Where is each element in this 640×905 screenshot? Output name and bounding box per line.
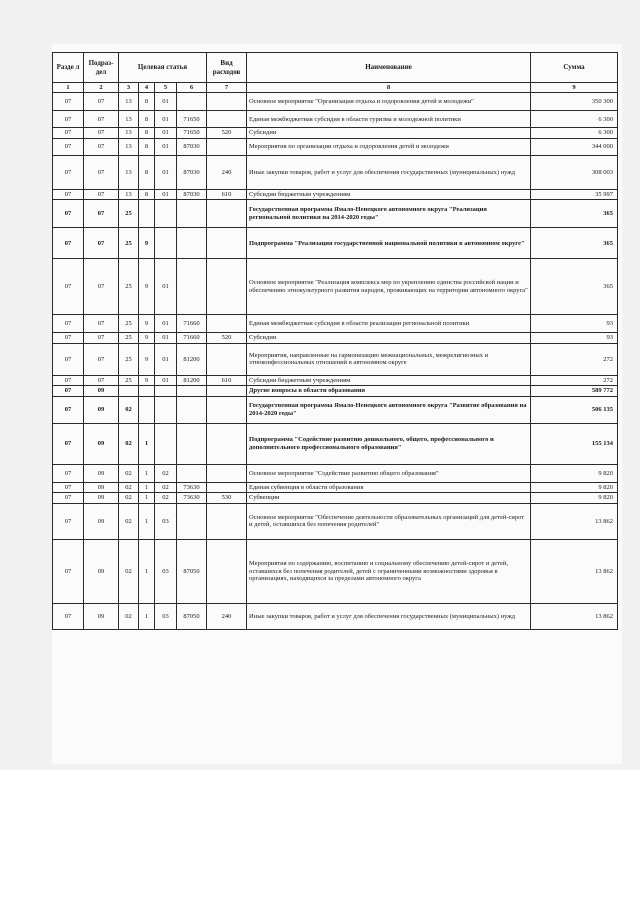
razdel-cell: 07 bbox=[53, 315, 84, 333]
table-row bbox=[53, 375, 618, 385]
cs-event-cell: 01 bbox=[155, 93, 177, 111]
cs-subprogram-cell: 9 bbox=[139, 333, 155, 343]
cs-program-cell: 13 bbox=[119, 155, 139, 189]
col-number: 5 bbox=[155, 83, 177, 93]
name-cell: Субсидии бюджетным учреждениям bbox=[247, 375, 531, 385]
podrazdel-cell: 07 bbox=[84, 228, 119, 259]
cs-subprogram-cell: 9 bbox=[139, 315, 155, 333]
cs-direction-cell bbox=[177, 396, 207, 423]
name-cell: Единая межбюджетная субсидия в области реализации региональной политики bbox=[247, 315, 531, 333]
vid-rashodov-cell bbox=[207, 315, 247, 333]
sum-cell: 308 003 bbox=[531, 155, 618, 189]
razdel-cell: 07 bbox=[53, 128, 84, 138]
vid-rashodov-cell: 610 bbox=[207, 189, 247, 199]
cs-event-cell: 03 bbox=[155, 539, 177, 603]
cs-event-cell: 01 bbox=[155, 259, 177, 315]
vid-rashodov-cell: 520 bbox=[207, 333, 247, 343]
name-cell: Субсидии bbox=[247, 333, 531, 343]
name-cell: Единая межбюджетная субсидия в области туризма и молодежной политики bbox=[247, 111, 531, 128]
vid-rashodov-cell: 530 bbox=[207, 493, 247, 503]
podrazdel-cell: 07 bbox=[84, 343, 119, 375]
cs-subprogram-cell bbox=[139, 396, 155, 423]
table-row bbox=[53, 493, 618, 503]
cs-direction-cell bbox=[177, 464, 207, 482]
cs-event-cell: 01 bbox=[155, 138, 177, 155]
cs-program-cell: 13 bbox=[119, 189, 139, 199]
podrazdel-cell: 09 bbox=[84, 386, 119, 396]
table-row bbox=[53, 228, 618, 259]
podrazdel-cell: 09 bbox=[84, 503, 119, 539]
cs-direction-cell: 73630 bbox=[177, 493, 207, 503]
cs-direction-cell: 71660 bbox=[177, 315, 207, 333]
header-row bbox=[53, 53, 618, 83]
cs-subprogram-cell: 8 bbox=[139, 189, 155, 199]
header-razdel: Разде л bbox=[53, 53, 84, 83]
name-cell: Основное мероприятие "Обеспечение деятельности образовательных организаций для детей-сирот и детей, оставшихся без попечения родителей" bbox=[247, 503, 531, 539]
cs-subprogram-cell: 8 bbox=[139, 93, 155, 111]
podrazdel-cell: 07 bbox=[84, 333, 119, 343]
vid-rashodov-cell bbox=[207, 111, 247, 128]
table-row bbox=[53, 386, 618, 396]
sum-cell: 13 862 bbox=[531, 539, 618, 603]
cs-event-cell: 01 bbox=[155, 128, 177, 138]
table-row bbox=[53, 396, 618, 423]
cs-program-cell: 25 bbox=[119, 228, 139, 259]
vid-rashodov-cell bbox=[207, 138, 247, 155]
table-row bbox=[53, 482, 618, 492]
cs-program-cell: 02 bbox=[119, 482, 139, 492]
cs-program-cell: 02 bbox=[119, 603, 139, 629]
razdel-cell: 07 bbox=[53, 603, 84, 629]
col-number: 8 bbox=[247, 83, 531, 93]
cs-event-cell: 03 bbox=[155, 603, 177, 629]
table-row bbox=[53, 603, 618, 629]
cs-direction-cell: 71660 bbox=[177, 333, 207, 343]
podrazdel-cell: 09 bbox=[84, 482, 119, 492]
name-cell: Единая субвенция в области образования bbox=[247, 482, 531, 492]
col-number: 4 bbox=[139, 83, 155, 93]
podrazdel-cell: 07 bbox=[84, 111, 119, 128]
cs-event-cell bbox=[155, 200, 177, 228]
razdel-cell: 07 bbox=[53, 111, 84, 128]
name-cell: Иные закупки товаров, работ и услуг для обеспечения государственных (муниципальных) нужд bbox=[247, 155, 531, 189]
vid-rashodov-cell bbox=[207, 259, 247, 315]
vid-rashodov-cell: 610 bbox=[207, 375, 247, 385]
podrazdel-cell: 07 bbox=[84, 315, 119, 333]
cs-event-cell bbox=[155, 396, 177, 423]
cs-subprogram-cell bbox=[139, 386, 155, 396]
razdel-cell: 07 bbox=[53, 464, 84, 482]
cs-program-cell: 25 bbox=[119, 343, 139, 375]
cs-direction-cell bbox=[177, 93, 207, 111]
cs-program-cell: 25 bbox=[119, 315, 139, 333]
name-cell: Основное мероприятие "Содействие развитию общего образования" bbox=[247, 464, 531, 482]
cs-direction-cell: 87050 bbox=[177, 539, 207, 603]
cs-direction-cell bbox=[177, 423, 207, 464]
cs-subprogram-cell: 9 bbox=[139, 375, 155, 385]
razdel-cell: 07 bbox=[53, 375, 84, 385]
sum-cell: 13 862 bbox=[531, 503, 618, 539]
cs-program-cell: 02 bbox=[119, 423, 139, 464]
cs-subprogram-cell: 8 bbox=[139, 111, 155, 128]
cs-subprogram-cell: 8 bbox=[139, 155, 155, 189]
col-number: 1 bbox=[53, 83, 84, 93]
cs-direction-cell bbox=[177, 503, 207, 539]
cs-event-cell: 01 bbox=[155, 315, 177, 333]
sum-cell: 93 bbox=[531, 315, 618, 333]
razdel-cell: 07 bbox=[53, 396, 84, 423]
vid-rashodov-cell bbox=[207, 464, 247, 482]
cs-event-cell: 03 bbox=[155, 503, 177, 539]
podrazdel-cell: 07 bbox=[84, 375, 119, 385]
name-cell: Государственная программа Ямало-Ненецкого автономного округа "Развитие образования на 2014-2020 годы" bbox=[247, 396, 531, 423]
cs-direction-cell bbox=[177, 200, 207, 228]
podrazdel-cell: 07 bbox=[84, 93, 119, 111]
podrazdel-cell: 09 bbox=[84, 539, 119, 603]
vid-rashodov-cell bbox=[207, 386, 247, 396]
sum-cell: 272 bbox=[531, 343, 618, 375]
name-cell: Подпрограмма "Содействие развитию дошкольного, общего, профессионального и дополнительного профессионального образования" bbox=[247, 423, 531, 464]
razdel-cell: 07 bbox=[53, 503, 84, 539]
sum-cell: 365 bbox=[531, 259, 618, 315]
cs-subprogram-cell: 8 bbox=[139, 128, 155, 138]
cs-program-cell: 13 bbox=[119, 93, 139, 111]
razdel-cell: 07 bbox=[53, 539, 84, 603]
header-naimenovanie: Наименование bbox=[247, 53, 531, 83]
vid-rashodov-cell: 520 bbox=[207, 128, 247, 138]
table-row bbox=[53, 333, 618, 343]
cs-subprogram-cell: 9 bbox=[139, 343, 155, 375]
razdel-cell: 07 bbox=[53, 155, 84, 189]
col-number: 6 bbox=[177, 83, 207, 93]
table-row bbox=[53, 464, 618, 482]
cs-program-cell: 25 bbox=[119, 200, 139, 228]
podrazdel-cell: 09 bbox=[84, 464, 119, 482]
cs-program-cell: 25 bbox=[119, 333, 139, 343]
podrazdel-cell: 07 bbox=[84, 155, 119, 189]
sum-cell: 506 135 bbox=[531, 396, 618, 423]
cs-event-cell: 01 bbox=[155, 343, 177, 375]
cs-direction-cell bbox=[177, 228, 207, 259]
cs-event-cell: 01 bbox=[155, 189, 177, 199]
header-vid-rashodov: Вид расходов bbox=[207, 53, 247, 83]
podrazdel-cell: 09 bbox=[84, 396, 119, 423]
sum-cell: 35 997 bbox=[531, 189, 618, 199]
vid-rashodov-cell: 240 bbox=[207, 603, 247, 629]
header-celevaya-statya: Целевая статья bbox=[119, 53, 207, 83]
cs-subprogram-cell: 1 bbox=[139, 603, 155, 629]
cs-program-cell: 02 bbox=[119, 503, 139, 539]
razdel-cell: 07 bbox=[53, 482, 84, 492]
sum-cell: 350 300 bbox=[531, 93, 618, 111]
cs-event-cell: 01 bbox=[155, 375, 177, 385]
cs-event-cell bbox=[155, 423, 177, 464]
sum-cell: 589 772 bbox=[531, 386, 618, 396]
cs-direction-cell: 71650 bbox=[177, 111, 207, 128]
vid-rashodov-cell bbox=[207, 423, 247, 464]
podrazdel-cell: 09 bbox=[84, 423, 119, 464]
table-row bbox=[53, 189, 618, 199]
col-number: 9 bbox=[531, 83, 618, 93]
name-cell: Основное мероприятие "Реализация комплекса мер по укреплению единства российской нации и обеспечению этнокультурного развития народов, проживающих на территории автономного округа" bbox=[247, 259, 531, 315]
table-row bbox=[53, 423, 618, 464]
razdel-cell: 07 bbox=[53, 93, 84, 111]
sum-cell: 6 300 bbox=[531, 111, 618, 128]
cs-event-cell: 02 bbox=[155, 493, 177, 503]
cs-direction-cell: 87030 bbox=[177, 189, 207, 199]
cs-subprogram-cell bbox=[139, 200, 155, 228]
name-cell: Субсидии бюджетным учреждениям bbox=[247, 189, 531, 199]
razdel-cell: 07 bbox=[53, 259, 84, 315]
cs-direction-cell bbox=[177, 386, 207, 396]
cs-program-cell: 02 bbox=[119, 493, 139, 503]
col-number: 7 bbox=[207, 83, 247, 93]
name-cell: Мероприятия по организации отдыха и оздоровления детей и молодежи bbox=[247, 138, 531, 155]
table-row bbox=[53, 539, 618, 603]
name-cell: Субсидии bbox=[247, 128, 531, 138]
razdel-cell: 07 bbox=[53, 333, 84, 343]
name-cell: Основное мероприятие "Организация отдыха и оздоровления детей и молодежи" bbox=[247, 93, 531, 111]
podrazdel-cell: 09 bbox=[84, 493, 119, 503]
vid-rashodov-cell bbox=[207, 396, 247, 423]
podrazdel-cell: 07 bbox=[84, 128, 119, 138]
sum-cell: 365 bbox=[531, 200, 618, 228]
table-row bbox=[53, 111, 618, 128]
razdel-cell: 07 bbox=[53, 228, 84, 259]
podrazdel-cell: 07 bbox=[84, 138, 119, 155]
table-row bbox=[53, 315, 618, 333]
cs-direction-cell bbox=[177, 259, 207, 315]
cs-program-cell: 13 bbox=[119, 138, 139, 155]
cs-program-cell: 13 bbox=[119, 111, 139, 128]
sum-cell: 93 bbox=[531, 333, 618, 343]
name-cell: Мероприятия по содержанию, воспитанию и социальному обеспечению детей-сирот и детей, оставшихся без попечения родителей, детей с ограниченными возможностями здоровья в организациях, находящихся за пределами автономного округа bbox=[247, 539, 531, 603]
vid-rashodov-cell bbox=[207, 343, 247, 375]
podrazdel-cell: 07 bbox=[84, 200, 119, 228]
sum-cell: 344 000 bbox=[531, 138, 618, 155]
cs-event-cell: 02 bbox=[155, 464, 177, 482]
vid-rashodov-cell bbox=[207, 539, 247, 603]
sum-cell: 365 bbox=[531, 228, 618, 259]
cs-event-cell: 01 bbox=[155, 155, 177, 189]
cs-subprogram-cell: 8 bbox=[139, 138, 155, 155]
cs-event-cell: 01 bbox=[155, 111, 177, 128]
cs-program-cell: 13 bbox=[119, 128, 139, 138]
podrazdel-cell: 07 bbox=[84, 189, 119, 199]
cs-direction-cell: 81200 bbox=[177, 375, 207, 385]
cs-direction-cell: 87030 bbox=[177, 138, 207, 155]
cs-direction-cell: 73630 bbox=[177, 482, 207, 492]
col-number: 3 bbox=[119, 83, 139, 93]
table-row bbox=[53, 503, 618, 539]
cs-program-cell: 02 bbox=[119, 539, 139, 603]
cs-subprogram-cell: 1 bbox=[139, 539, 155, 603]
header-summa: Сумма bbox=[531, 53, 618, 83]
sum-cell: 6 300 bbox=[531, 128, 618, 138]
name-cell: Мероприятия, направленные на гармонизацию межнациональных, межрелигиозных и этноконфессиональных отношений в автономном округе bbox=[247, 343, 531, 375]
sum-cell: 272 bbox=[531, 375, 618, 385]
header-podrazdel: Подраз- дел bbox=[84, 53, 119, 83]
vid-rashodov-cell bbox=[207, 228, 247, 259]
vid-rashodov-cell bbox=[207, 93, 247, 111]
table-row bbox=[53, 138, 618, 155]
col-number: 2 bbox=[84, 83, 119, 93]
sum-cell: 155 134 bbox=[531, 423, 618, 464]
name-cell: Другие вопросы в области образования bbox=[247, 386, 531, 396]
cs-direction-cell: 81200 bbox=[177, 343, 207, 375]
razdel-cell: 07 bbox=[53, 200, 84, 228]
cs-program-cell: 25 bbox=[119, 259, 139, 315]
table-row bbox=[53, 343, 618, 375]
table-row bbox=[53, 259, 618, 315]
vid-rashodov-cell: 240 bbox=[207, 155, 247, 189]
cs-program-cell: 25 bbox=[119, 375, 139, 385]
cs-event-cell: 01 bbox=[155, 333, 177, 343]
name-cell: Иные закупки товаров, работ и услуг для обеспечения государственных (муниципальных) нужд bbox=[247, 603, 531, 629]
table-row bbox=[53, 93, 618, 111]
cs-program-cell: 02 bbox=[119, 396, 139, 423]
cs-subprogram-cell: 1 bbox=[139, 493, 155, 503]
razdel-cell: 07 bbox=[53, 189, 84, 199]
cs-subprogram-cell: 1 bbox=[139, 482, 155, 492]
cs-subprogram-cell: 9 bbox=[139, 228, 155, 259]
cs-program-cell: 02 bbox=[119, 464, 139, 482]
razdel-cell: 07 bbox=[53, 343, 84, 375]
table-row bbox=[53, 128, 618, 138]
table-row bbox=[53, 155, 618, 189]
name-cell: Субвенции bbox=[247, 493, 531, 503]
sum-cell: 13 862 bbox=[531, 603, 618, 629]
cs-subprogram-cell: 1 bbox=[139, 423, 155, 464]
table-row bbox=[53, 200, 618, 228]
podrazdel-cell: 09 bbox=[84, 603, 119, 629]
name-cell: Государственная программа Ямало-Ненецкого автономного округа "Реализация региональной политики на 2014-2020 годы" bbox=[247, 200, 531, 228]
column-number-row bbox=[53, 83, 618, 93]
cs-direction-cell: 87050 bbox=[177, 603, 207, 629]
name-cell: Подпрограмма "Реализация государственной национальной политики в автономном округе" bbox=[247, 228, 531, 259]
sum-cell: 9 820 bbox=[531, 493, 618, 503]
cs-event-cell: 02 bbox=[155, 482, 177, 492]
vid-rashodov-cell bbox=[207, 200, 247, 228]
cs-direction-cell: 71650 bbox=[177, 128, 207, 138]
vid-rashodov-cell bbox=[207, 503, 247, 539]
cs-subprogram-cell: 9 bbox=[139, 259, 155, 315]
sum-cell: 9 820 bbox=[531, 482, 618, 492]
razdel-cell: 07 bbox=[53, 423, 84, 464]
cs-program-cell bbox=[119, 386, 139, 396]
cs-event-cell bbox=[155, 228, 177, 259]
razdel-cell: 07 bbox=[53, 386, 84, 396]
budget-table bbox=[52, 52, 618, 630]
razdel-cell: 07 bbox=[53, 493, 84, 503]
vid-rashodov-cell bbox=[207, 482, 247, 492]
cs-subprogram-cell: 1 bbox=[139, 503, 155, 539]
cs-direction-cell: 87030 bbox=[177, 155, 207, 189]
razdel-cell: 07 bbox=[53, 138, 84, 155]
podrazdel-cell: 07 bbox=[84, 259, 119, 315]
cs-subprogram-cell: 1 bbox=[139, 464, 155, 482]
sum-cell: 9 820 bbox=[531, 464, 618, 482]
cs-event-cell bbox=[155, 386, 177, 396]
